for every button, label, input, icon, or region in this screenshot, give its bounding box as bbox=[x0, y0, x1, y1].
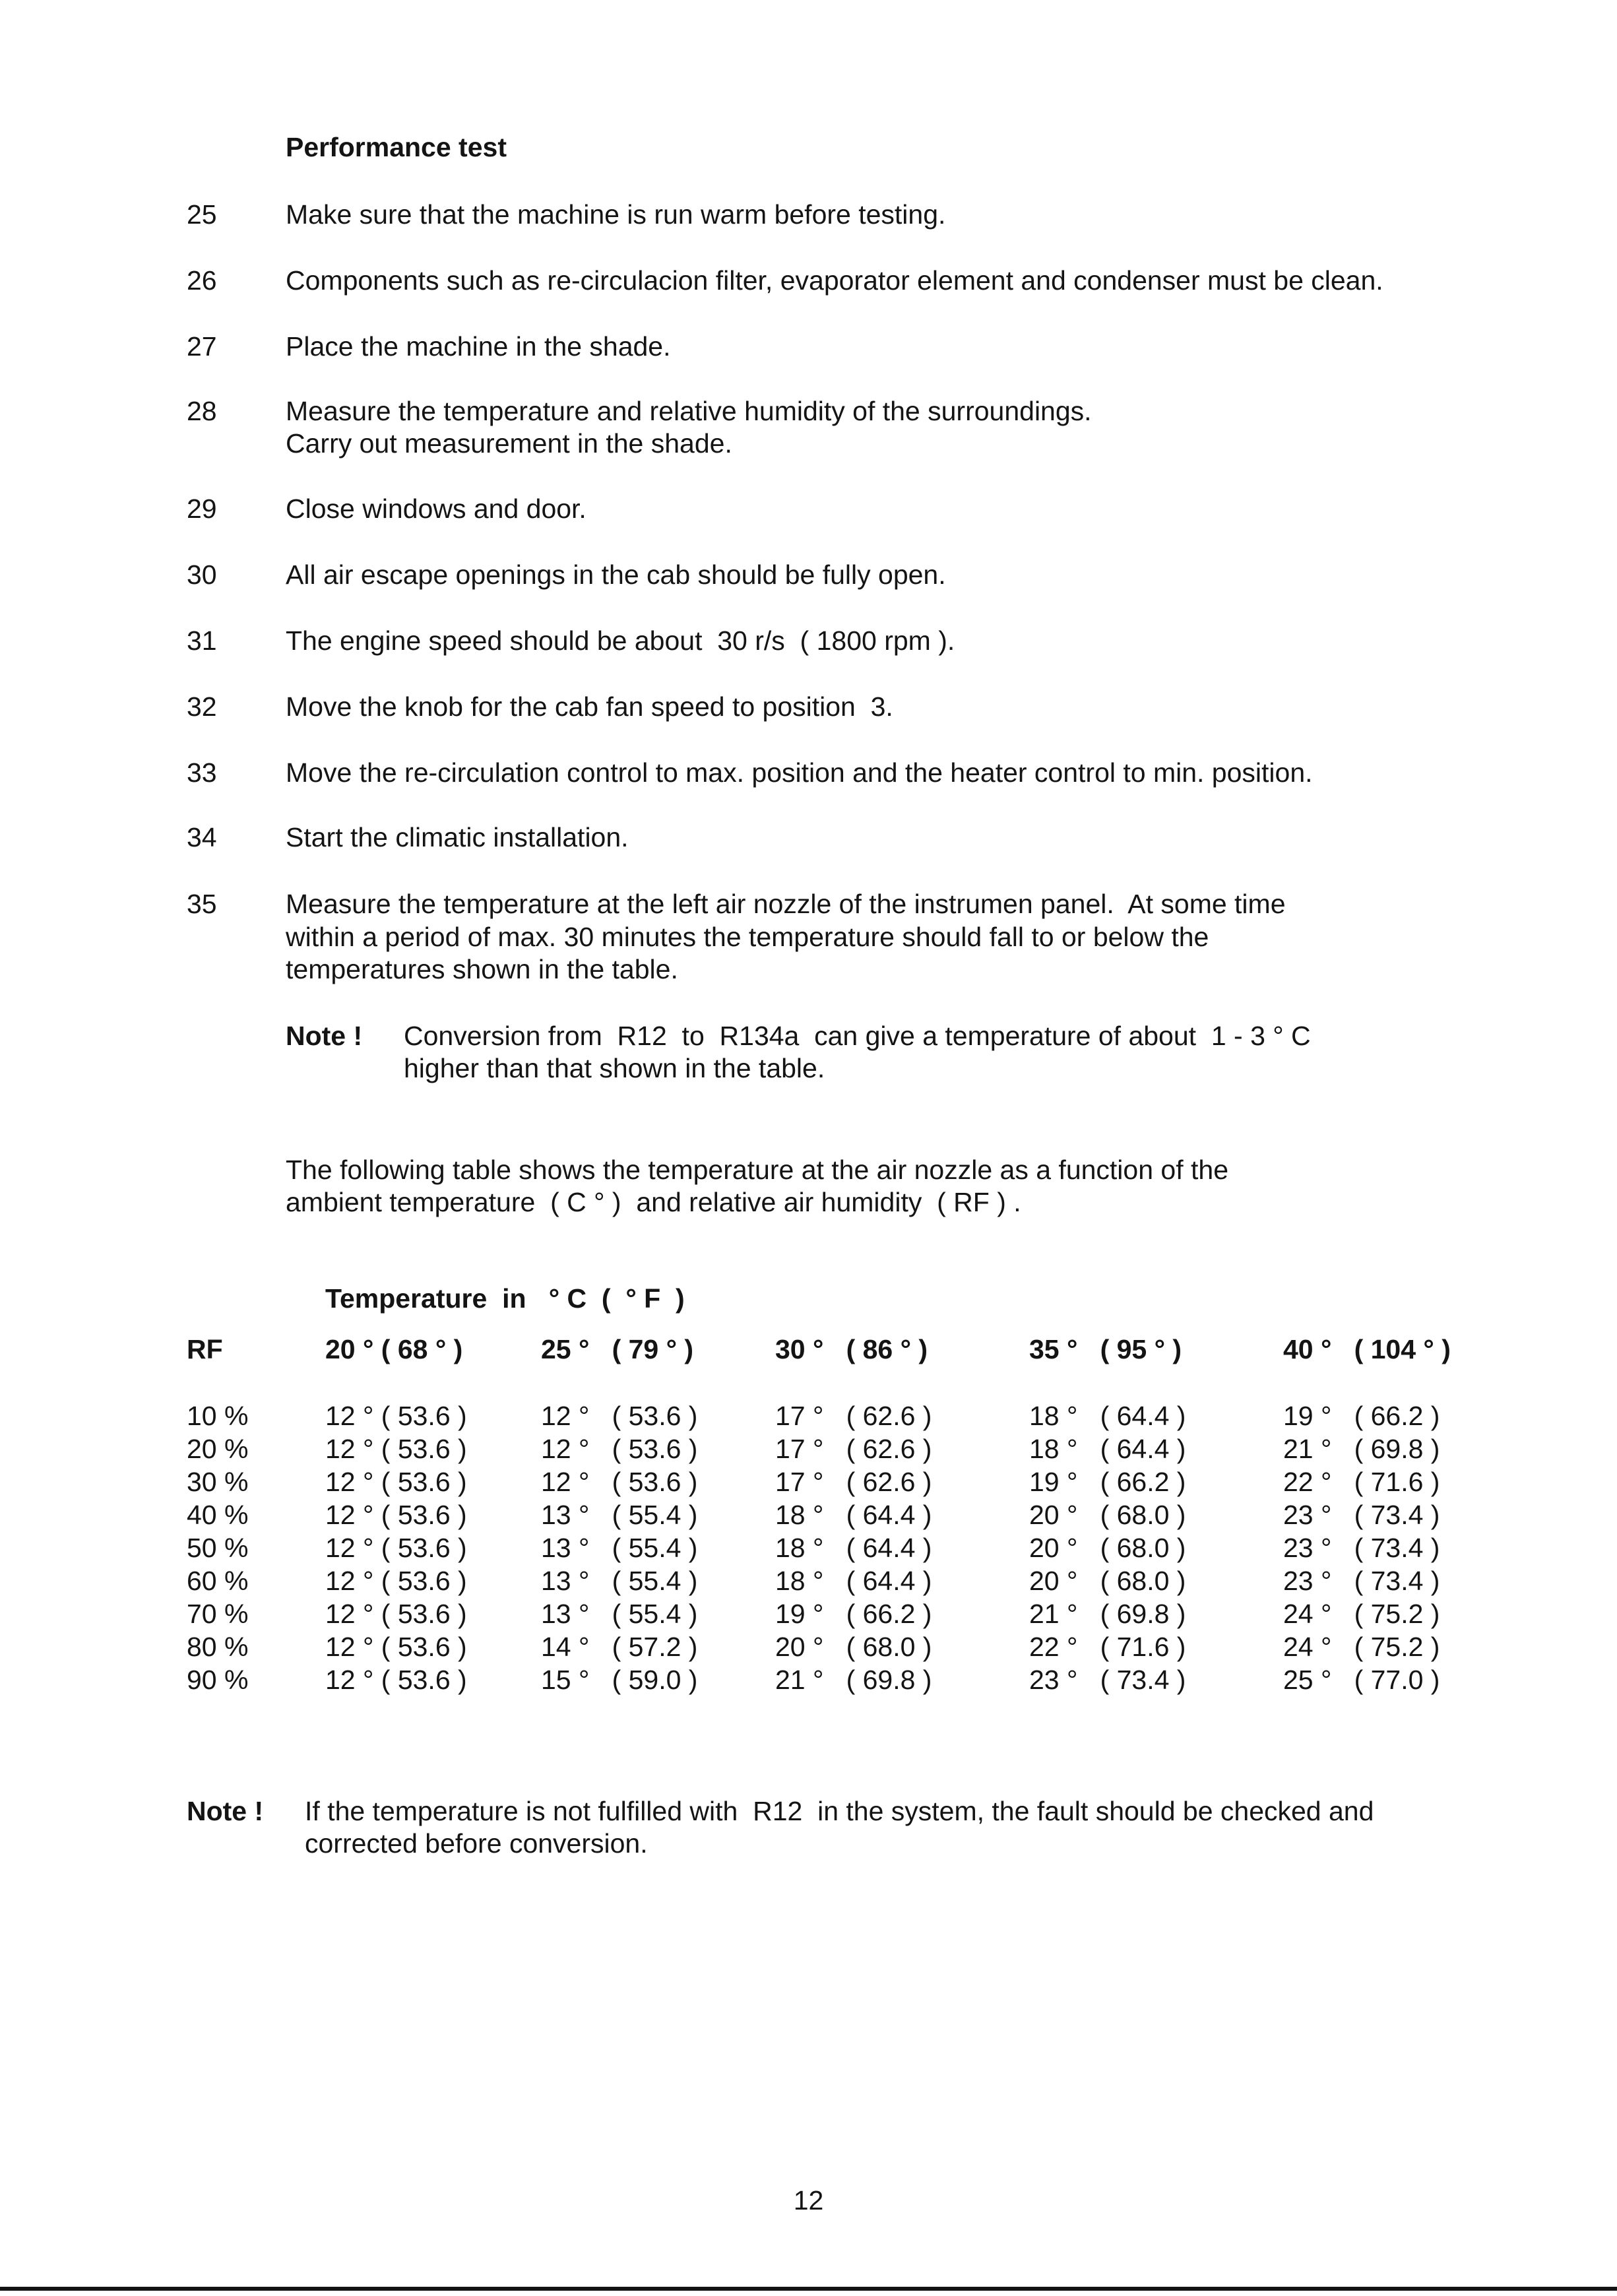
table-cell-rf: 20 % bbox=[187, 1434, 249, 1464]
step-text: Carry out measurement in the shade. bbox=[286, 428, 732, 459]
step-number: 34 bbox=[187, 822, 217, 852]
table-cell-rf: 10 % bbox=[187, 1401, 249, 1431]
table-cell: 21 ° ( 69.8 ) bbox=[775, 1665, 932, 1695]
table-cell: 21 ° ( 69.8 ) bbox=[1283, 1434, 1440, 1464]
table-header: 30 ° ( 86 ° ) bbox=[775, 1334, 928, 1364]
table-cell: 13 ° ( 55.4 ) bbox=[541, 1500, 698, 1530]
table-cell-rf: 80 % bbox=[187, 1632, 249, 1662]
table-cell: 12 ° ( 53.6 ) bbox=[325, 1632, 467, 1662]
table-cell: 19 ° ( 66.2 ) bbox=[1029, 1467, 1186, 1497]
note-text: If the temperature is not fulfilled with R12 in the system, the fault should be checked and bbox=[305, 1796, 1374, 1826]
table-cell: 14 ° ( 57.2 ) bbox=[541, 1632, 698, 1662]
note-text: Conversion from R12 to R134a can give a temperature of about 1 - 3 ° C bbox=[404, 1021, 1311, 1051]
table-cell: 22 ° ( 71.6 ) bbox=[1029, 1632, 1186, 1662]
note-text: higher than that shown in the table. bbox=[404, 1053, 825, 1083]
table-cell: 13 ° ( 55.4 ) bbox=[541, 1599, 698, 1629]
table-header: 20 ° ( 68 ° ) bbox=[325, 1334, 463, 1364]
step-text: Close windows and door. bbox=[286, 494, 587, 524]
table-cell: 24 ° ( 75.2 ) bbox=[1283, 1599, 1440, 1629]
table-cell-rf: 60 % bbox=[187, 1566, 249, 1596]
step-text: within a period of max. 30 minutes the temperature should fall to or below the bbox=[286, 922, 1209, 952]
table-header: 25 ° ( 79 ° ) bbox=[541, 1334, 694, 1364]
table-cell: 12 ° ( 53.6 ) bbox=[325, 1533, 467, 1563]
note-label: Note ! bbox=[286, 1021, 363, 1051]
step-number: 35 bbox=[187, 889, 217, 919]
step-number: 33 bbox=[187, 757, 217, 788]
table-cell: 12 ° ( 53.6 ) bbox=[541, 1467, 698, 1497]
table-cell: 17 ° ( 62.6 ) bbox=[775, 1467, 932, 1497]
table-cell: 18 ° ( 64.4 ) bbox=[775, 1566, 932, 1596]
table-title: Temperature in ° C ( ° F ) bbox=[325, 1283, 685, 1314]
table-cell: 12 ° ( 53.6 ) bbox=[541, 1434, 698, 1464]
table-cell: 23 ° ( 73.4 ) bbox=[1283, 1566, 1440, 1596]
step-text: Move the knob for the cab fan speed to position 3. bbox=[286, 691, 893, 722]
step-text: Start the climatic installation. bbox=[286, 822, 629, 852]
table-cell-rf: 90 % bbox=[187, 1665, 249, 1695]
table-cell: 12 ° ( 53.6 ) bbox=[325, 1665, 467, 1695]
table-cell: 18 ° ( 64.4 ) bbox=[1029, 1401, 1186, 1431]
table-cell: 17 ° ( 62.6 ) bbox=[775, 1434, 932, 1464]
step-text: temperatures shown in the table. bbox=[286, 954, 678, 984]
table-header: 35 ° ( 95 ° ) bbox=[1029, 1334, 1182, 1364]
table-cell-rf: 50 % bbox=[187, 1533, 249, 1563]
table-cell-rf: 30 % bbox=[187, 1467, 249, 1497]
table-cell: 17 ° ( 62.6 ) bbox=[775, 1401, 932, 1431]
step-text: Measure the temperature and relative humidity of the surroundings. bbox=[286, 396, 1092, 426]
table-cell: 13 ° ( 55.4 ) bbox=[541, 1566, 698, 1596]
step-number: 27 bbox=[187, 331, 217, 362]
table-intro: The following table shows the temperature at the air nozzle as a function of the bbox=[286, 1155, 1228, 1185]
table-cell: 24 ° ( 75.2 ) bbox=[1283, 1632, 1440, 1662]
step-text: Make sure that the machine is run warm before testing. bbox=[286, 199, 946, 230]
table-cell: 23 ° ( 73.4 ) bbox=[1283, 1533, 1440, 1563]
table-cell: 18 ° ( 64.4 ) bbox=[775, 1533, 932, 1563]
table-intro: ambient temperature ( C ° ) and relative air humidity ( RF ) . bbox=[286, 1187, 1021, 1217]
table-cell: 23 ° ( 73.4 ) bbox=[1283, 1500, 1440, 1530]
step-number: 26 bbox=[187, 265, 217, 296]
page-number: 12 bbox=[793, 2185, 824, 2216]
table-header: 40 ° ( 104 ° ) bbox=[1283, 1334, 1451, 1364]
table-cell: 20 ° ( 68.0 ) bbox=[1029, 1500, 1186, 1530]
step-number: 25 bbox=[187, 199, 217, 230]
note-label: Note ! bbox=[187, 1796, 264, 1826]
step-text: Components such as re-circulacion filter, evaporator element and condenser must be clean. bbox=[286, 265, 1383, 296]
step-number: 30 bbox=[187, 559, 217, 590]
section-heading: Performance test bbox=[286, 132, 507, 162]
step-text: Measure the temperature at the left air nozzle of the instrumen panel. At some time bbox=[286, 889, 1286, 919]
table-cell: 21 ° ( 69.8 ) bbox=[1029, 1599, 1186, 1629]
footer-rule bbox=[0, 2287, 1617, 2291]
table-cell: 20 ° ( 68.0 ) bbox=[1029, 1566, 1186, 1596]
step-text: All air escape openings in the cab should be fully open. bbox=[286, 559, 946, 590]
table-cell: 23 ° ( 73.4 ) bbox=[1029, 1665, 1186, 1695]
table-cell: 25 ° ( 77.0 ) bbox=[1283, 1665, 1440, 1695]
table-cell: 20 ° ( 68.0 ) bbox=[1029, 1533, 1186, 1563]
table-cell: 20 ° ( 68.0 ) bbox=[775, 1632, 932, 1662]
table-cell: 19 ° ( 66.2 ) bbox=[775, 1599, 932, 1629]
table-cell: 19 ° ( 66.2 ) bbox=[1283, 1401, 1440, 1431]
table-cell: 18 ° ( 64.4 ) bbox=[1029, 1434, 1186, 1464]
table-cell: 13 ° ( 55.4 ) bbox=[541, 1533, 698, 1563]
table-cell: 12 ° ( 53.6 ) bbox=[325, 1500, 467, 1530]
table-cell: 12 ° ( 53.6 ) bbox=[325, 1434, 467, 1464]
step-text: Place the machine in the shade. bbox=[286, 331, 671, 362]
step-number: 31 bbox=[187, 625, 217, 656]
table-cell: 12 ° ( 53.6 ) bbox=[325, 1401, 467, 1431]
step-number: 32 bbox=[187, 691, 217, 722]
table-cell-rf: 70 % bbox=[187, 1599, 249, 1629]
table-cell-rf: 40 % bbox=[187, 1500, 249, 1530]
table-header-rf: RF bbox=[187, 1334, 223, 1364]
table-cell: 18 ° ( 64.4 ) bbox=[775, 1500, 932, 1530]
table-cell: 12 ° ( 53.6 ) bbox=[325, 1599, 467, 1629]
step-text: The engine speed should be about 30 r/s ( 1800 rpm ). bbox=[286, 625, 955, 656]
step-text: Move the re-circulation control to max. position and the heater control to min. position. bbox=[286, 757, 1313, 788]
step-number: 29 bbox=[187, 494, 217, 524]
step-number: 28 bbox=[187, 396, 217, 426]
table-cell: 12 ° ( 53.6 ) bbox=[325, 1467, 467, 1497]
note-text: corrected before conversion. bbox=[305, 1828, 648, 1859]
table-cell: 15 ° ( 59.0 ) bbox=[541, 1665, 698, 1695]
table-cell: 22 ° ( 71.6 ) bbox=[1283, 1467, 1440, 1497]
table-cell: 12 ° ( 53.6 ) bbox=[325, 1566, 467, 1596]
table-cell: 12 ° ( 53.6 ) bbox=[541, 1401, 698, 1431]
